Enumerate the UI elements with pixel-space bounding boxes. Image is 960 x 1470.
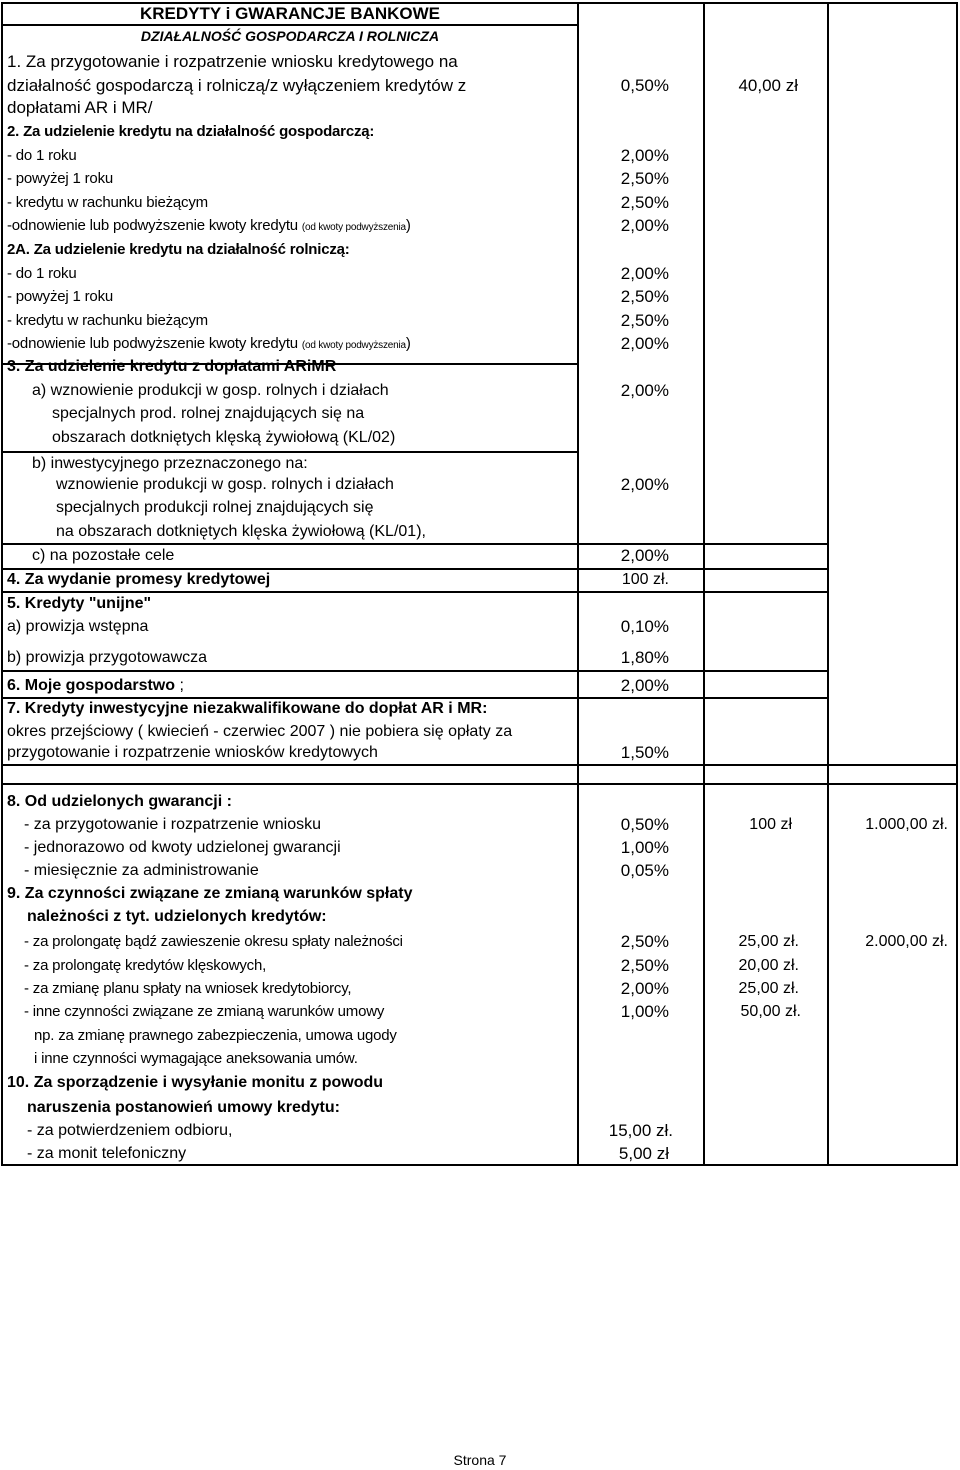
section-2a-item: - kredytu w rachunku bieżącym [7, 312, 208, 329]
section-1-line-1: 1. Za przygotowanie i rozpatrzenie wniosku kredytowego na [7, 52, 458, 71]
page-subtitle: DZIAŁALNOŚĆ GOSPODARCZA I ROLNICZA [140, 28, 440, 44]
section-2-item: - kredytu w rachunku bieżącym [7, 194, 208, 211]
section-5-rate: 0,10% [620, 617, 669, 636]
section-6-header [7, 676, 184, 696]
section-10-header: naruszenia postanowień umowy kredytu: [27, 1099, 340, 1116]
section-5-item: b) prowizja przygotowawcza [7, 649, 208, 666]
section-9-rate: 2,00% [620, 979, 669, 998]
grid-line [1, 2, 3, 1166]
section-3-b-line: b) inwestycyjnego przeznaczonego na: [32, 455, 308, 472]
section-8-rate: 1,00% [620, 838, 669, 857]
section-8-item: - za przygotowanie i rozpatrzenie wniosku [24, 816, 322, 833]
section-2a-item: - powyżej 1 roku [7, 288, 114, 305]
section-3-header: 3. Za udzielenie kredytu z dopłatami ARiMR [7, 358, 337, 375]
section-3-b-rate: 2,00% [620, 475, 669, 494]
section-9-item: - inne czynności związane ze zmianą warunków umowy [24, 1003, 385, 1020]
section-3-a-line: obszarach dotkniętych klęską żywiołową (KL/02) [52, 429, 396, 446]
section-8-rate: 0,50% [620, 815, 669, 834]
section-9-item: - za zmianę planu spłaty na wniosek kredytobiorcy, [24, 980, 352, 997]
section-8-item: - miesięcznie za administrowanie [24, 862, 259, 879]
section-8-min: 100 zł [749, 816, 792, 833]
section-2a-item: - do 1 roku [7, 265, 77, 282]
section-3-b-line: na obszarach dotkniętych klęska żywiołową (KL/01), [56, 523, 426, 540]
section-9-item: np. za zmianę prawnego zabezpieczenia, umowa ugody [34, 1027, 397, 1044]
section-8-rate: 0,05% [620, 861, 669, 880]
section-9-item: - za prolongatę bądź zawieszenie okresu spłaty należności [24, 933, 403, 950]
section-1-rate: 0,50% [620, 76, 669, 95]
section-2-item-text: -odnowienie lub podwyższenie kwoty kredytu [7, 217, 298, 234]
grid-line [1, 783, 958, 785]
grid-line [1, 543, 828, 545]
section-3-a-rate: 2,00% [620, 381, 669, 400]
section-2-rate: 2,50% [620, 169, 669, 188]
section-10-item: - za potwierdzeniem odbioru, [27, 1122, 233, 1139]
section-3-b-line: wznowienie produkcji w gosp. rolnych i działach [56, 476, 394, 493]
section-9-min: 25,00 zł. [738, 933, 799, 950]
section-6-title: 6. Moje gospodarstwo [7, 677, 176, 694]
section-7-header: 7. Kredyty inwestycyjne niezakwalifikowane do dopłat AR i MR: [7, 700, 488, 717]
section-10-value: 5,00 zł [618, 1144, 669, 1163]
section-6-rate: 2,00% [620, 676, 669, 695]
section-9-item: - za prolongatę kredytów klęskowych, [24, 957, 267, 974]
section-7-line: przygotowanie i rozpatrzenie wniosków kredytowych [7, 744, 378, 761]
section-5-rate: 1,80% [620, 648, 669, 667]
section-1-line-3: dopłatami AR i MR/ [7, 98, 153, 117]
section-2a-rate: 2,00% [620, 334, 669, 353]
section-10-value: 15,00 zł. [608, 1121, 673, 1140]
section-9-min: 50,00 zł. [740, 1003, 801, 1020]
page-number: Strona 7 [453, 1452, 507, 1468]
grid-line [1, 764, 958, 766]
grid-line [956, 2, 958, 1166]
section-7-line: okres przejściowy ( kwiecień - czerwiec 2007 ) nie pobiera się opłaty za [7, 723, 513, 740]
section-3-a-line: a) wznowienie produkcji w gosp. rolnych i działach [32, 382, 389, 399]
section-10-header: 10. Za sporządzenie i wysyłanie monitu z powodu [7, 1074, 384, 1091]
section-9-rate: 2,50% [620, 956, 669, 975]
section-5-item: a) prowizja wstępna [7, 618, 149, 635]
section-2a-item-close: ) [405, 335, 411, 352]
section-9-item: i inne czynności wymagające aneksowania umów. [34, 1050, 358, 1067]
grid-line [827, 2, 829, 1166]
section-3-a-line: specjalnych prod. rolnej znajdujących się na [52, 405, 365, 422]
section-2a-rate: 2,50% [620, 311, 669, 330]
section-1-line-2: działalność gospodarczą i rolniczą/z wyłączeniem kredytów z [7, 76, 467, 95]
section-10-item: - za monit telefoniczny [27, 1145, 187, 1162]
section-2a-item-text: -odnowienie lub podwyższenie kwoty kredytu [7, 335, 298, 352]
grid-line [1, 591, 828, 593]
section-9-min: 20,00 zł. [738, 957, 799, 974]
grid-line [1, 451, 578, 453]
section-2-item-close: ) [405, 217, 411, 234]
section-2a-rate: 2,50% [620, 287, 669, 306]
section-2a-rate: 2,00% [620, 264, 669, 283]
section-2a-item [7, 334, 411, 356]
section-9-rate: 2,50% [620, 932, 669, 951]
page-title: KREDYTY i GWARANCJE BANKOWE [139, 4, 441, 23]
section-9-rate: 1,00% [620, 1002, 669, 1021]
section-2-item: - powyżej 1 roku [7, 170, 114, 187]
section-9-max: 2.000,00 zł. [865, 933, 948, 950]
section-2a-item-note: (od kwoty podwyższenia [301, 340, 406, 351]
section-7-rate: 1,50% [620, 743, 669, 762]
section-2-item: - do 1 roku [7, 147, 77, 164]
section-8-header: 8. Od udzielonych gwarancji : [7, 793, 232, 810]
section-8-item: - jednorazowo od kwoty udzielonej gwarancji [24, 839, 341, 856]
section-2-rate: 2,50% [620, 193, 669, 212]
grid-line [1, 1164, 958, 1166]
grid-line [1, 670, 828, 672]
section-9-header: 9. Za czynności związane ze zmianą warunków spłaty [7, 885, 413, 902]
section-2-header: 2. Za udzielenie kredytu na działalność gospodarczą: [7, 123, 375, 140]
section-2-rate: 2,00% [620, 146, 669, 165]
section-4-header: 4. Za wydanie promesy kredytowej [7, 571, 271, 588]
section-2-rate: 2,00% [620, 216, 669, 235]
section-1-amount: 40,00 zł [738, 76, 798, 95]
section-6-suffix: ; [175, 677, 184, 694]
section-9-header: należności z tyt. udzielonych kredytów: [27, 908, 327, 925]
section-2-item-note: (od kwoty podwyższenia [301, 222, 406, 233]
section-2-item [7, 216, 411, 238]
section-3-c-rate: 2,00% [620, 546, 669, 565]
section-5-header: 5. Kredyty "unijne" [7, 595, 152, 612]
section-9-min: 25,00 zł. [738, 980, 799, 997]
section-8-max: 1.000,00 zł. [865, 816, 948, 833]
section-3-c-line: c) na pozostałe cele [32, 547, 175, 564]
section-4-value: 100 zł. [621, 571, 669, 588]
section-2a-header: 2A. Za udzielenie kredytu na działalność rolniczą: [7, 241, 350, 258]
section-3-b-line: specjalnych produkcji rolnej znajdujących się [56, 499, 374, 516]
